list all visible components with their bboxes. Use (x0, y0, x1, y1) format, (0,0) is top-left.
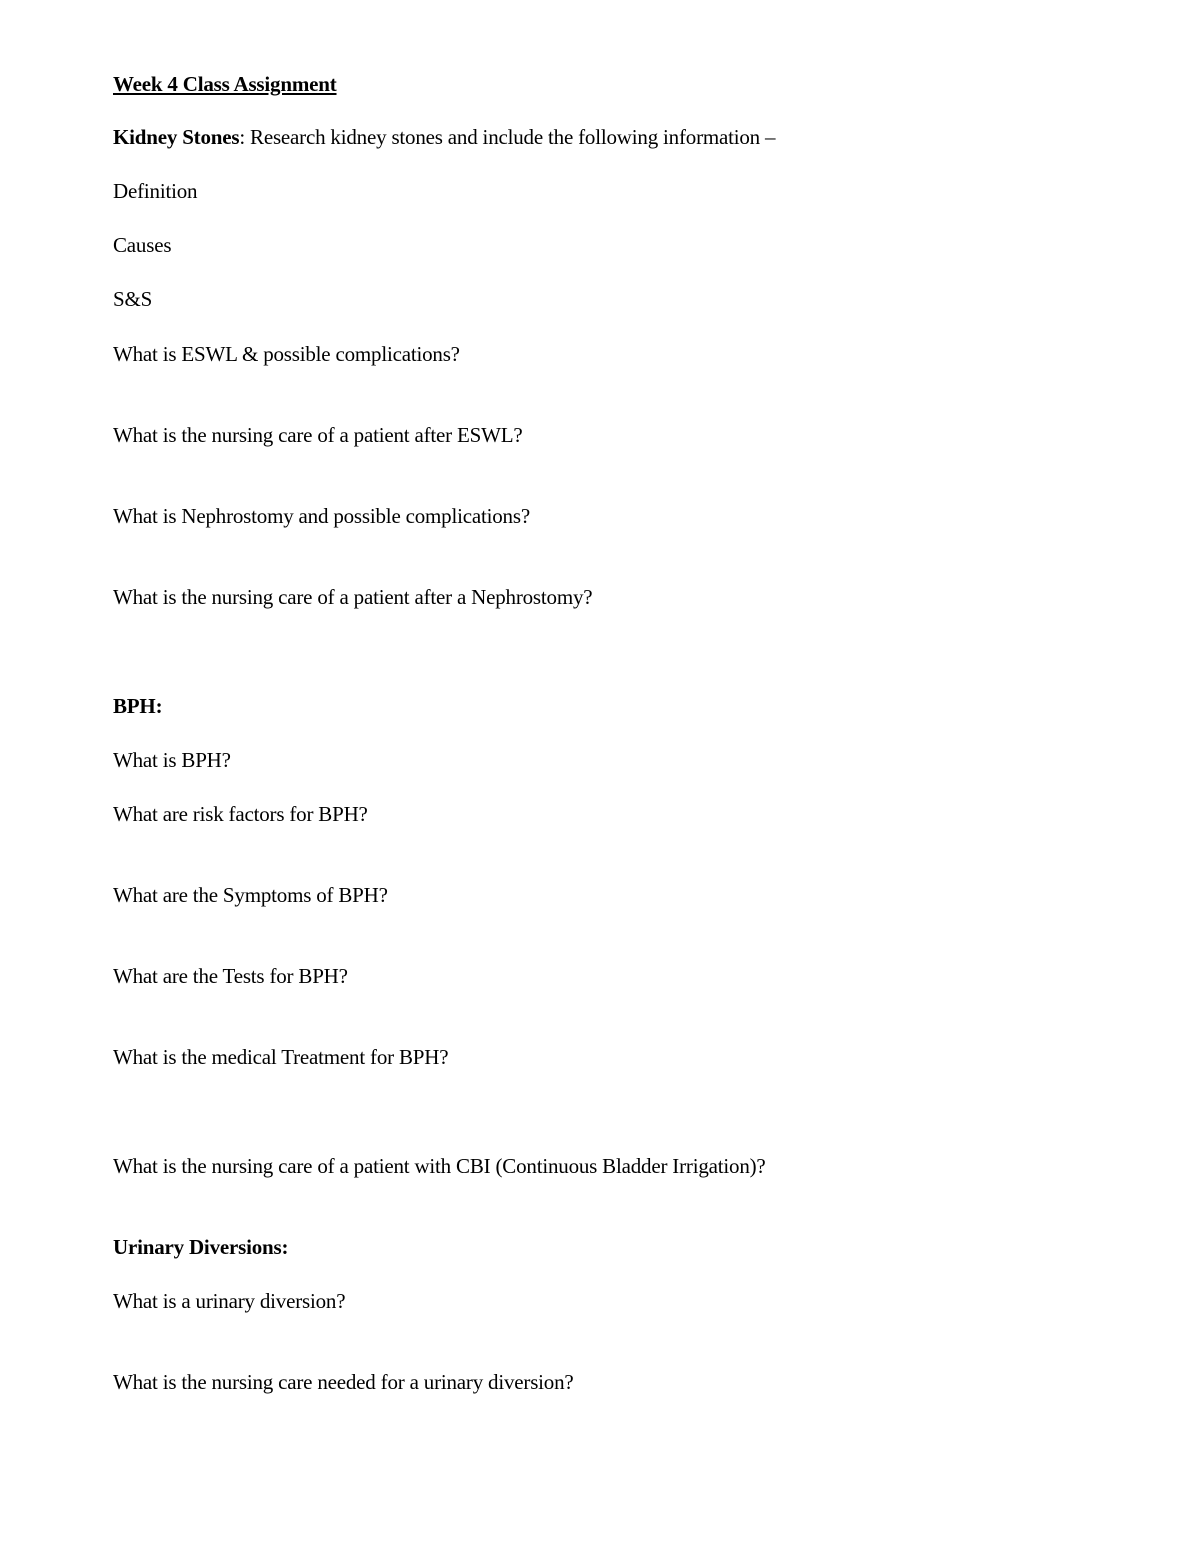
urinary-diversions-heading: Urinary Diversions: (113, 1235, 289, 1259)
list-item: What is the nursing care of a patient after ESWL? (113, 423, 523, 447)
list-item: What is the nursing care of a patient with CBI (Continuous Bladder Irrigation)? (113, 1154, 766, 1178)
page-title: Week 4 Class Assignment (113, 72, 337, 96)
list-item: What is a urinary diversion? (113, 1289, 346, 1313)
kidney-stones-heading: Kidney Stones (113, 125, 240, 149)
list-item: What are risk factors for BPH? (113, 802, 368, 826)
kidney-stones-intro (113, 124, 775, 150)
list-item: What are the Symptoms of BPH? (113, 883, 388, 907)
list-item: What are the Tests for BPH? (113, 964, 348, 988)
list-item: Definition (113, 179, 198, 203)
list-item: What is the nursing care of a patient after a Nephrostomy? (113, 585, 593, 609)
list-item: What is the medical Treatment for BPH? (113, 1045, 449, 1069)
list-item: What is BPH? (113, 748, 231, 772)
bph-heading: BPH: (113, 694, 163, 718)
kidney-stones-intro-text: : Research kidney stones and include the following information – (239, 125, 776, 149)
list-item: What is ESWL & possible complications? (113, 342, 460, 366)
list-item: What is the nursing care needed for a urinary diversion? (113, 1370, 574, 1394)
list-item: What is Nephrostomy and possible complications? (113, 504, 530, 528)
list-item: Causes (113, 233, 172, 257)
list-item: S&S (113, 287, 153, 311)
